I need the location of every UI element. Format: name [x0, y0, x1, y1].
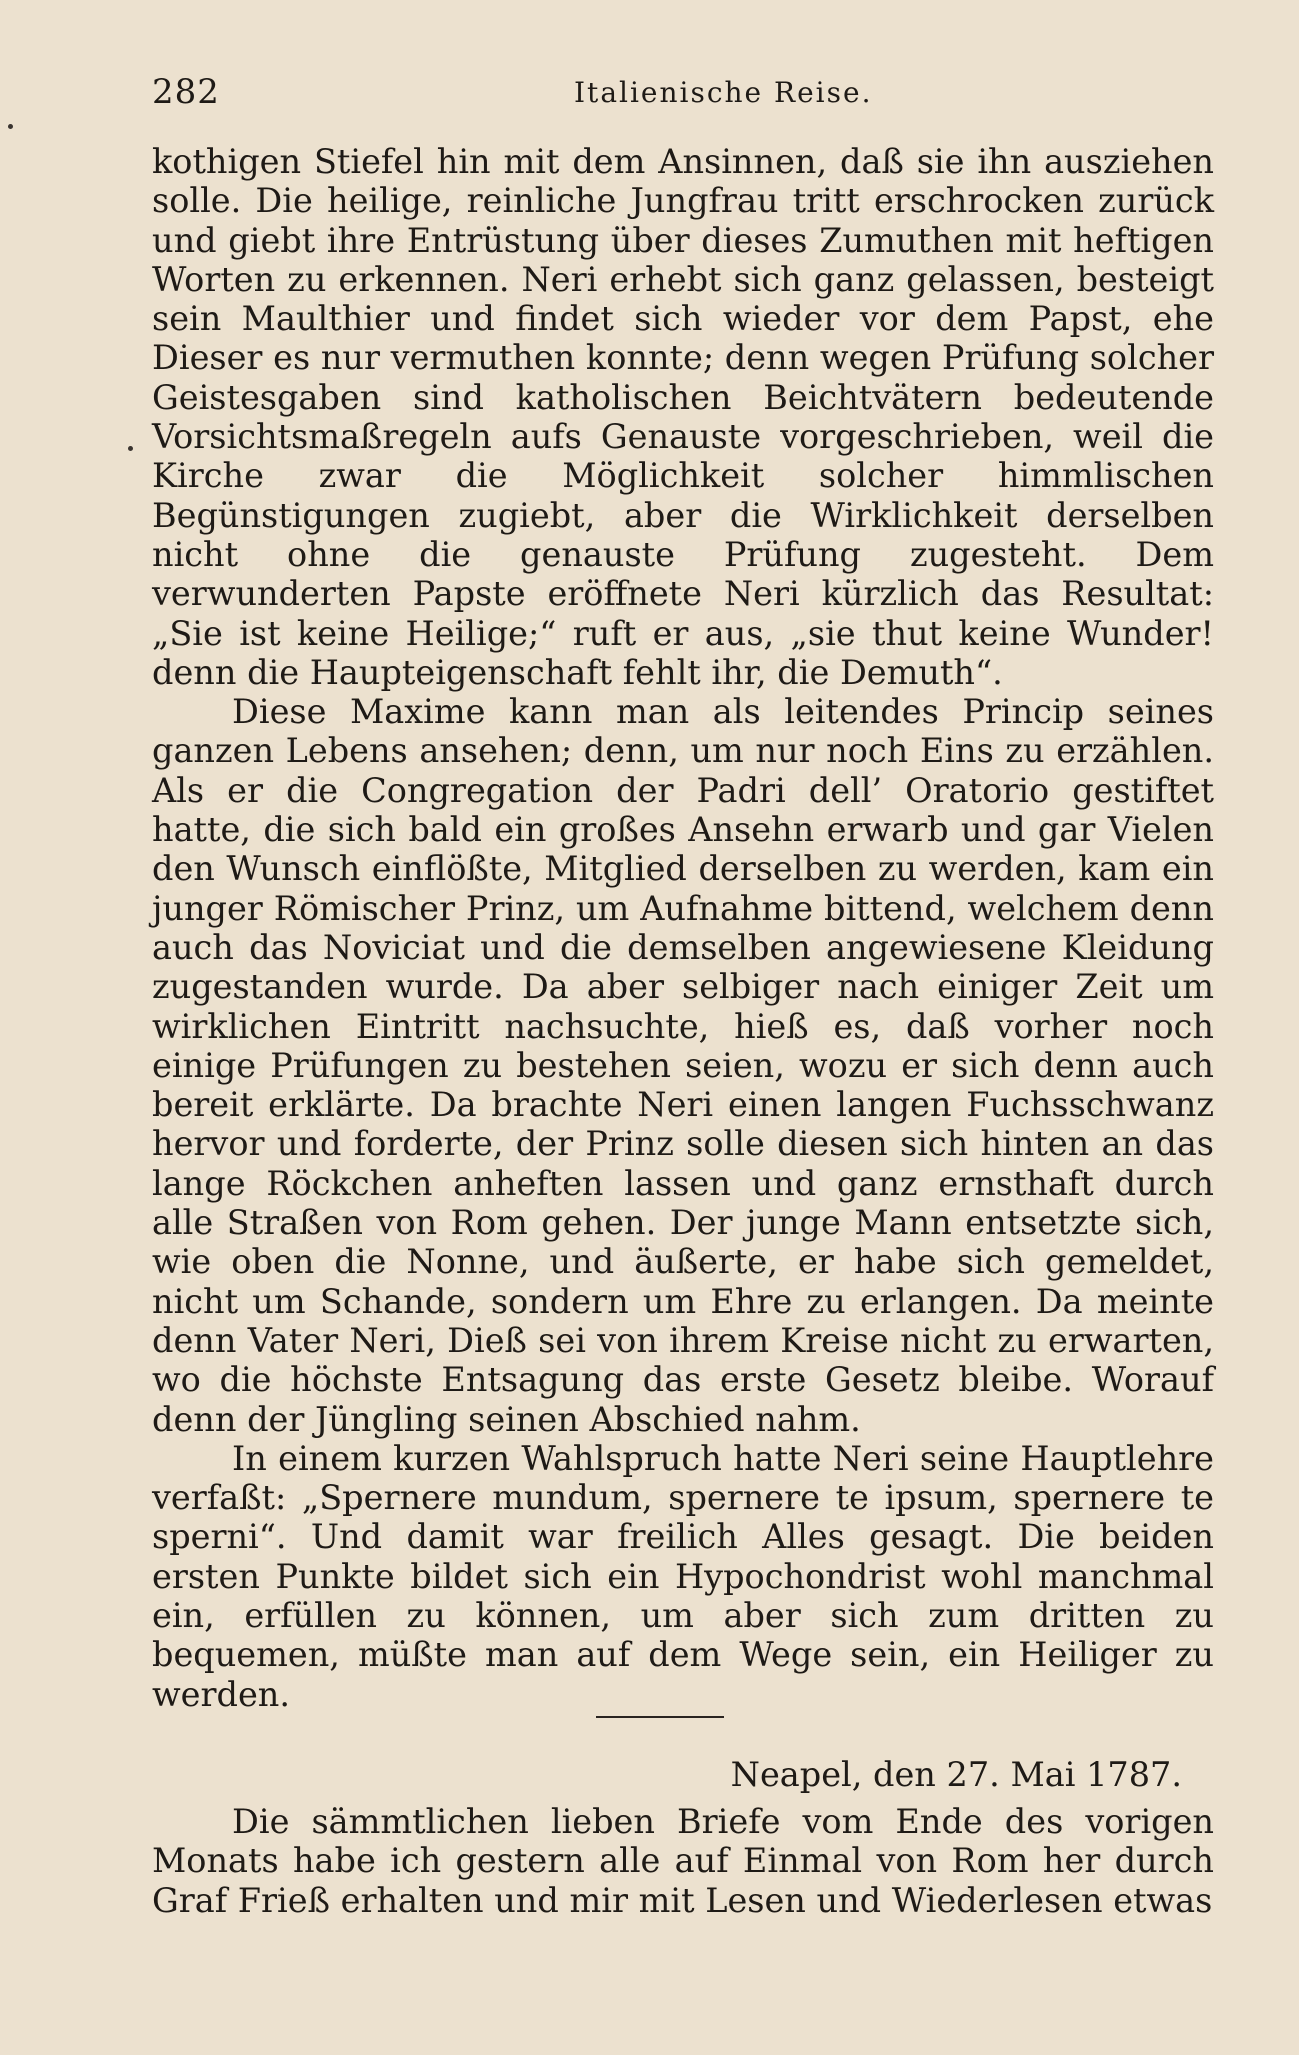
page-number: 282 [152, 72, 220, 112]
margin-speck [8, 124, 13, 129]
page-header [152, 72, 1212, 122]
paragraph: Diese Maxime kann man als leitendes Princip seines ganzen Lebens ansehen; denn, um nur noch Eins zu erzählen. Als er die Congregation der Padri dell’ Oratorio gestiftet hatte, die sich bald ein großes Ansehn erwarb und gar Vielen den Wunsch einflößte, Mitglied derselben zu werden, kam ein junger Römischer Prinz, um Aufnahme bittend, welchem denn auch das Noviciat und die demselben angewiesene Kleidung zugestanden wurde. Da aber selbiger nach einiger Zeit um wirklichen Eintritt nachsuchte, hieß es, daß vorher noch einige Prüfungen zu bestehen seien, wozu er sich denn auch bereit erklärte. Da brachte Neri einen langen Fuchsschwanz hervor und forderte, der Prinz solle diesen sich hinten an das lange Röckchen anheften lassen und ganz ernsthaft durch alle Straßen von Rom gehen. Der junge Mann entsetzte sich, wie oben die Nonne, und äußerte, er habe sich gemeldet, nicht um Schande, sondern um Ehre zu erlangen. Da meinte denn Vater Neri, Dieß sei von ihrem Kreise nicht zu erwarten, wo die höchste Entsagung das erste Gesetz bleibe. Worauf denn der Jüngling seinen Abschied nahm. [152, 692, 1214, 1439]
main-text [152, 142, 1214, 1714]
paragraph: In einem kurzen Wahlspruch hatte Neri seine Hauptlehre verfaßt: „Spernere mundum, spernere te ipsum, spernere te sperni“. Und damit war freilich Alles gesagt. Die beiden ersten Punkte bildet sich ein Hypochondrist wohl manchmal ein, erfüllen zu können, um aber sich zum dritten zu bequemen, müßte man auf dem Wege sein, ein Heiliger zu werden. [152, 1438, 1214, 1714]
dateline: Neapel, den 27. Mai 1787. [730, 1755, 1182, 1794]
letter-text [152, 1802, 1214, 1920]
paragraph: Die sämmtlichen lieben Briefe vom Ende des vorigen Monats habe ich gestern alle auf Einmal von Rom her durch Graf Frieß erhalten und mir mit Lesen und Wiederlesen etwas [152, 1802, 1214, 1920]
running-title: Italienische Reise. [574, 76, 873, 109]
section-divider [596, 1716, 724, 1718]
margin-speck [128, 446, 133, 451]
paragraph-continued: kothigen Stiefel hin mit dem Ansinnen, daß sie ihn ausziehen solle. Die heilige, reinliche Jungfrau tritt erschrocken zurück und giebt ihre Entrüstung über dieses Zumuthen mit heftigen Worten zu erkennen. Neri erhebt sich ganz gelassen, besteigt sein Maulthier und findet sich wieder vor dem Papst, ehe Dieser es nur vermuthen konnte; denn wegen Prüfung solcher Geistesgaben sind katholischen Beichtvätern bedeutende Vorsichtsmaßregeln aufs Genauste vorgeschrieben, weil die Kirche zwar die Möglichkeit solcher himmlischen Begünstigungen zugiebt, aber die Wirklichkeit derselben nicht ohne die genauste Prüfung zugesteht. Dem verwunderten Papste eröffnete Neri kürzlich das Resultat: „Sie ist keine Heilige;“ ruft er aus, „sie thut keine Wunder! denn die Haupteigenschaft fehlt ihr, die Demuth“. [152, 142, 1214, 692]
